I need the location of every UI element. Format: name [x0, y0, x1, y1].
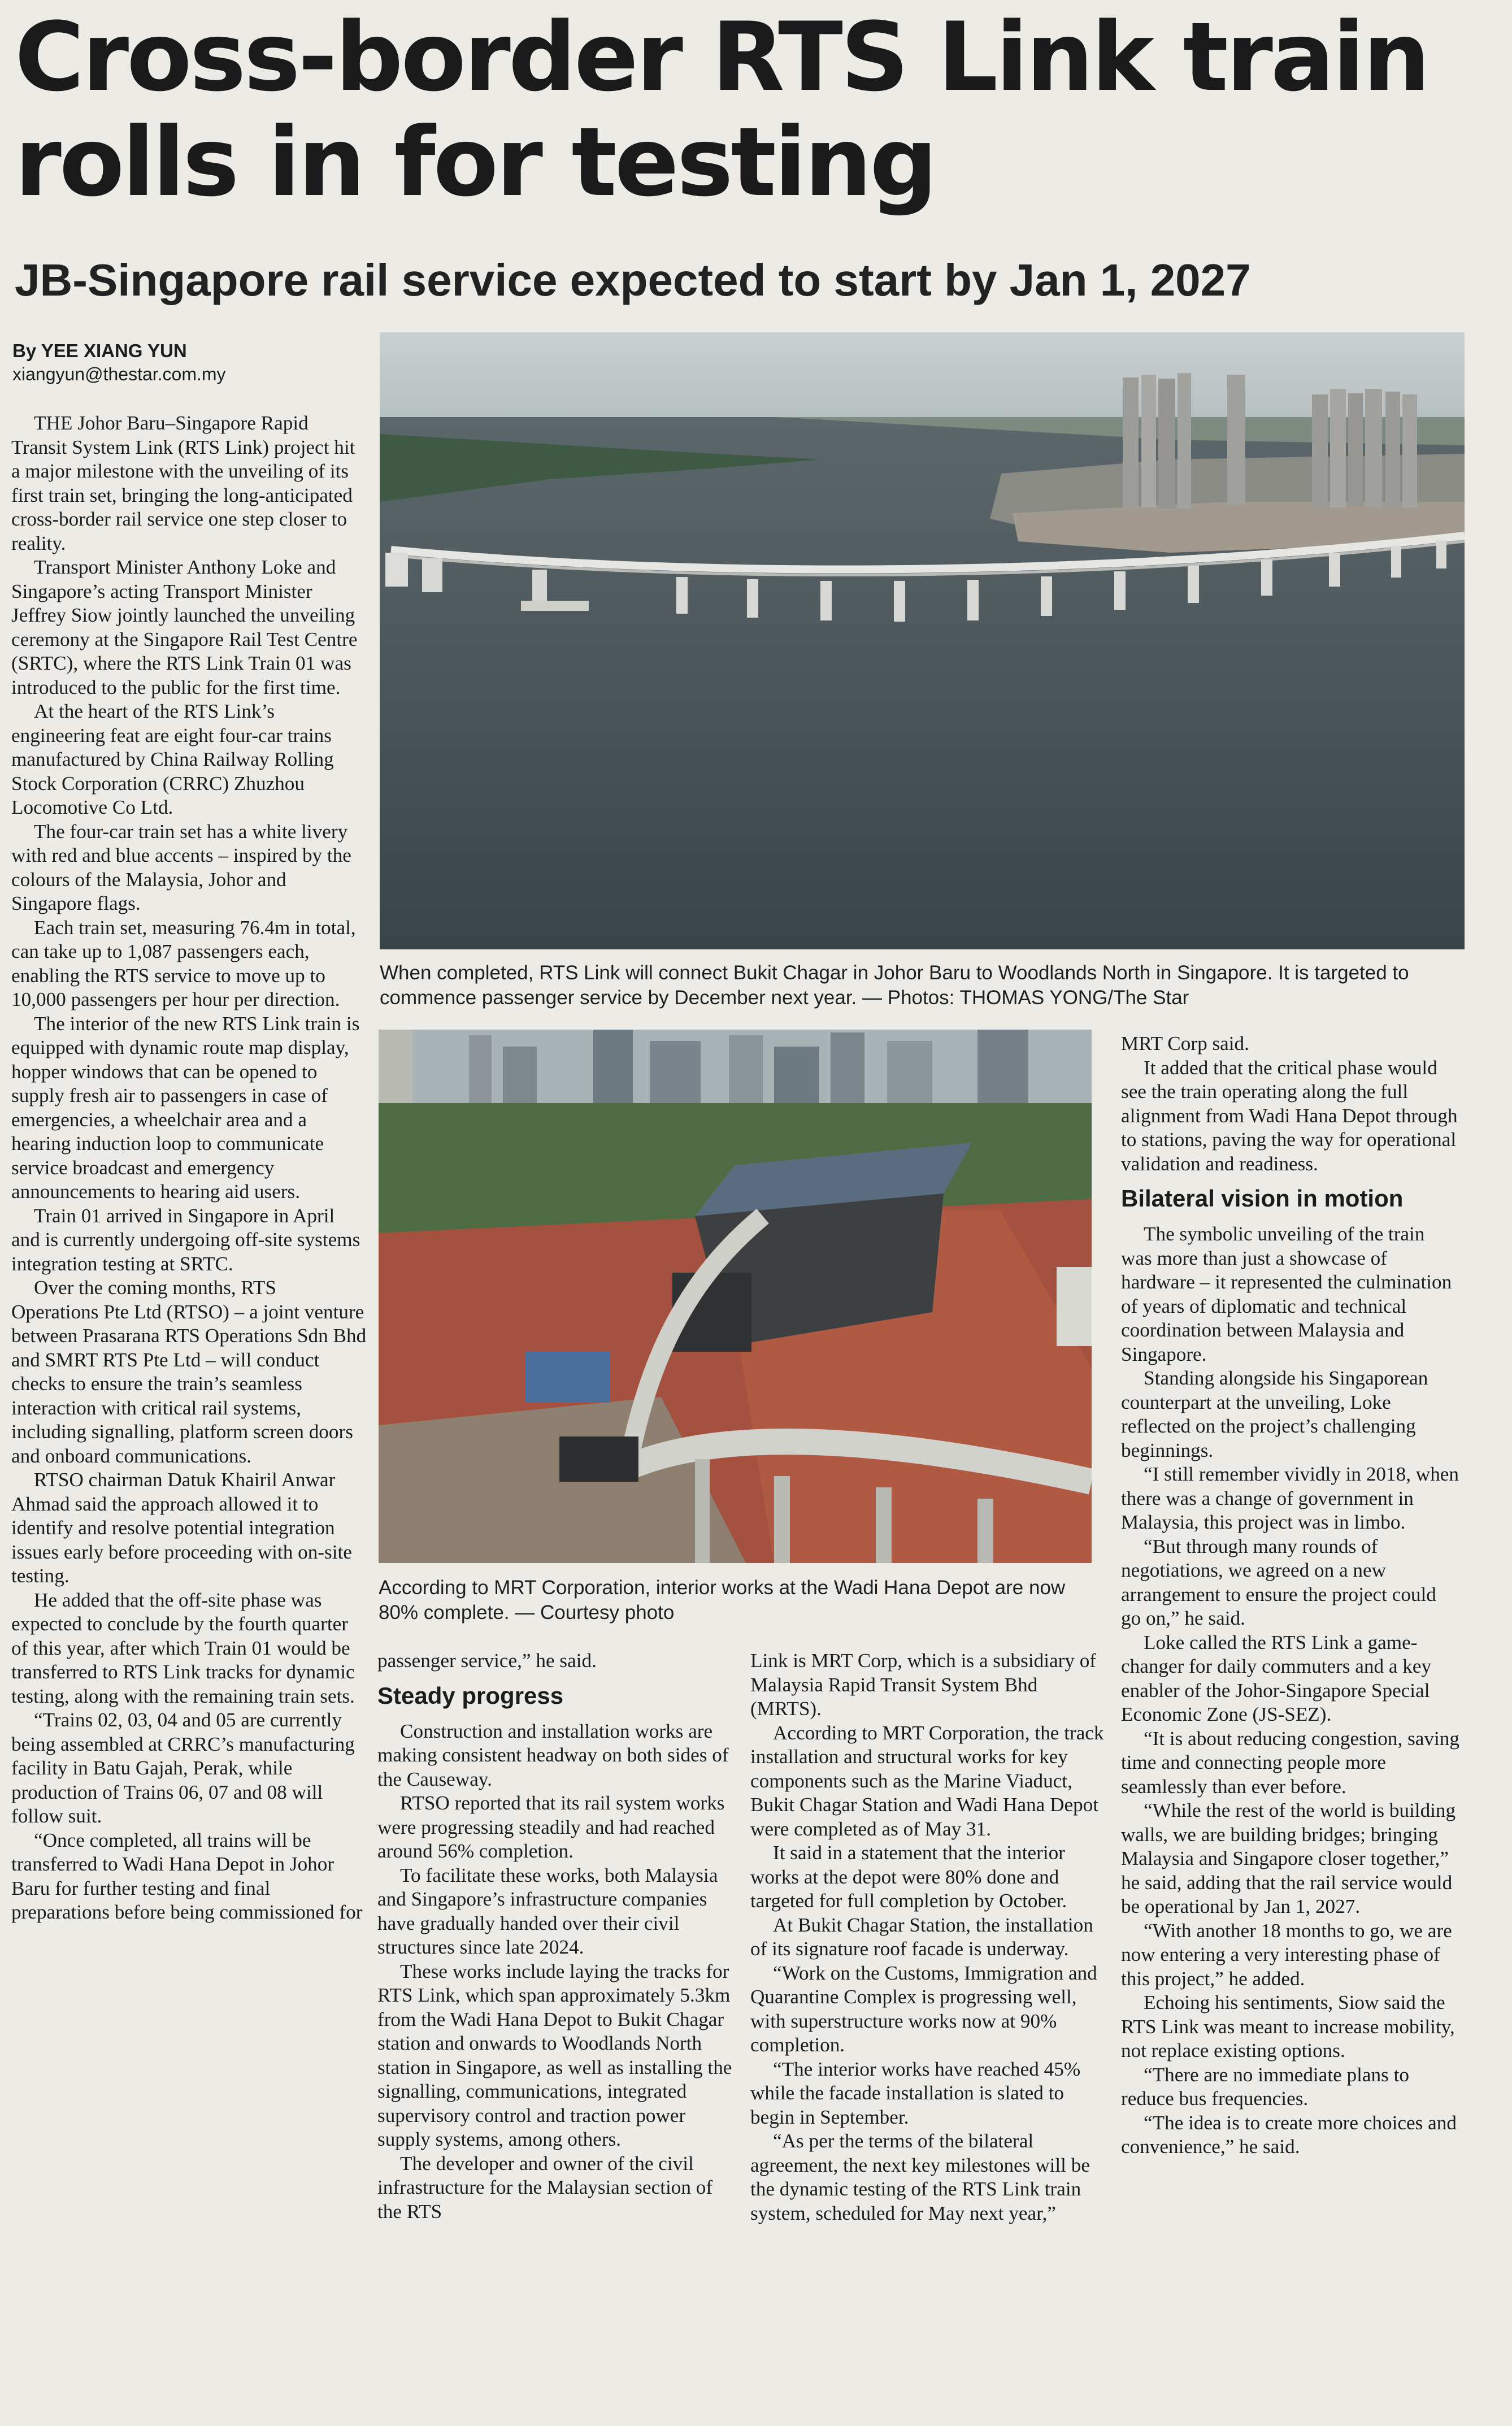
- section-heading-steady-progress: Steady progress: [377, 1682, 564, 1709]
- paragraph: “Once completed, all trains will be transferred to Wadi Hana Depot in Johor Baru for further testing and final preparations before being commissioned for: [11, 1829, 363, 1923]
- paragraph: “Work on the Customs, Immigration and Quarantine Complex is progressing well, with superstructure works now at 90% completion.: [750, 1961, 1097, 2056]
- paragraph: The developer and owner of the civil infrastructure for the Malaysian section of the RTS: [377, 2152, 713, 2223]
- paragraph: It added that the critical phase would see the train operating along the full alignment from Wadi Hana Depot through to stations, paving the way for operational validation and readiness.: [1121, 1056, 1458, 1175]
- paragraph: At Bukit Chagar Station, the installation of its signature roof facade is underway.: [750, 1913, 1093, 1960]
- paragraph: Over the coming months, RTS Operations Pte Ltd (RTSO) – a joint venture between Prasarana RTS Operations Sdn Bhd and SMRT RTS Pte Ltd – will conduct checks to ensure the train’s seamless interaction with critical rail systems, including signalling, platform screen doors and onboard communications.: [11, 1277, 367, 1467]
- paragraph: To facilitate these works, both Malaysia and Singapore’s infrastructure companies have gradually handed over their civil structures since late 2024.: [377, 1864, 718, 1958]
- paragraph: “The interior works have reached 45% while the facade installation is slated to begin in September.: [750, 2058, 1081, 2128]
- article-column-4: [1121, 1032, 1460, 2159]
- paragraph: passenger service,” he said.: [377, 1650, 597, 1672]
- paragraph: “There are no immediate plans to reduce bus frequencies.: [1121, 2063, 1409, 2110]
- paragraph: Echoing his sentiments, Siow said the RTS Link was meant to increase mobility, not replace existing options.: [1121, 1991, 1455, 2062]
- paragraph: At the heart of the RTS Link’s engineering feat are eight four-car trains manufactured by China Railway Rolling Stock Corporation (CRRC) Zhuzhou Locomotive Co Ltd.: [11, 700, 334, 818]
- depot-construction-photo: [379, 1030, 1092, 1563]
- paragraph: “I still remember vividly in 2018, when there was a change of government in Malaysia, this project was in limbo.: [1121, 1463, 1459, 1533]
- paragraph: “The idea is to create more choices and convenience,” he said.: [1121, 2111, 1457, 2158]
- paragraph: “Trains 02, 03, 04 and 05 are currently being assembled at CRRC’s manufacturing facility in Batu Gajah, Perak, while production of Trains 06, 07 and 08 will follow suit.: [11, 1709, 355, 1827]
- paragraph: Transport Minister Anthony Loke and Singapore’s acting Transport Minister Jeffrey Siow jointly launched the unveiling ceremony at the Singapore Rail Test Centre (SRTC), where the RTS Link Train 01 was introduced to the public for the first time.: [11, 556, 358, 698]
- paragraph: “It is about reducing congestion, saving time and connecting people more seamlessly than ever before.: [1121, 1727, 1459, 1798]
- paragraph: “As per the terms of the bilateral agreement, the next key milestones will be the dynamic testing of the RTS Link train system, scheduled for May next year,”: [750, 2130, 1090, 2224]
- paragraph: “But through many rounds of negotiations, we agreed on a new arrangement to ensure the project could go on,” he said.: [1121, 1535, 1436, 1629]
- viaduct-aerial-photo: [380, 332, 1465, 949]
- article-column-1: [11, 411, 367, 1925]
- paragraph: Loke called the RTS Link a game-changer for daily commuters and a key enabler of the Johor-Singapore Special Economic Zone (JS-SEZ).: [1121, 1631, 1432, 1725]
- paragraph: MRT Corp said.: [1121, 1032, 1249, 1054]
- subheadline: JB-Singapore rail service expected to start by Jan 1, 2027: [15, 255, 1251, 305]
- paragraph: Link is MRT Corp, which is a subsidiary of Malaysia Rapid Transit System Bhd (MRTS).: [750, 1650, 1097, 1720]
- paragraph: He added that the off-site phase was expected to conclude by the fourth quarter of this year, after which Train 01 would be transferred to RTS Link tracks for dynamic testing, along with the remaining train sets.: [11, 1589, 355, 1707]
- paragraph: According to MRT Corporation, the track installation and structural works for key components such as the Marine Viaduct, Bukit Chagar Station and Wadi Hana Depot were completed as of May 31.: [750, 1721, 1104, 1840]
- paragraph: The four-car train set has a white livery with red and blue accents – inspired by the colours of the Malaysia, Johor and Singapore flags.: [11, 820, 351, 914]
- top-photo-caption: When completed, RTS Link will connect Bukit Chagar in Johor Baru to Woodlands North in Singapore. It is targeted to commence passenger service by December next year. — Photos: THOMAS YONG/The Star: [380, 962, 1409, 1009]
- paragraph: Standing alongside his Singaporean counterpart at the unveiling, Loke reflected on the project’s challenging beginnings.: [1121, 1367, 1428, 1461]
- paragraph: Train 01 arrived in Singapore in April and is currently undergoing off-site systems integration testing at SRTC.: [11, 1204, 360, 1275]
- headline: Cross-border RTS Link train rolls in for testing: [15, 2, 1428, 218]
- article-column-3: [750, 1649, 1107, 2225]
- paragraph: The interior of the new RTS Link train is equipped with dynamic route map display, hopper windows that can be opened to supply fresh air to passengers in case of emergencies, a wheelchair area and a hearing induction loop to communicate service broadcast and emergency announcements to hearing aid users.: [11, 1012, 360, 1203]
- paragraph: “While the rest of the world is building walls, we are building bridges; bringing Malaysia and Singapore closer together,” he said, adding that the rail service would be operational by Jan 1, 2027.: [1121, 1799, 1456, 1917]
- paragraph: It said in a statement that the interior works at the depot were 80% done and targeted for full completion by October.: [750, 1842, 1067, 1912]
- paragraph: RTSO chairman Datuk Khairil Anwar Ahmad said the approach allowed it to identify and resolve potential integration issues early before proceeding with on-site testing.: [11, 1469, 352, 1587]
- paragraph: Each train set, measuring 76.4m in total, can take up to 1,087 passengers each, enabling the RTS service to move up to 10,000 passengers per hour per direction.: [11, 916, 356, 1010]
- paragraph: These works include laying the tracks for RTS Link, which span approximately 5.3km from the Wadi Hana Depot to Bukit Chagar station and onwards to Woodlands North station in Singapore, as well as installing the signalling, communications, integrated supervisory control and traction power supply systems, among others.: [377, 1960, 732, 2150]
- paragraph: Construction and installation works are making consistent headway on both sides of the Causeway.: [377, 1720, 729, 1790]
- paragraph: RTSO reported that its rail system works were progressing steadily and had reached around 56% completion.: [377, 1792, 725, 1862]
- paragraph: “With another 18 months to go, we are now entering a very interesting phase of this project,” he added.: [1121, 1919, 1452, 1990]
- byline-email: xiangyun@thestar.com.my: [12, 364, 226, 384]
- byline: [12, 339, 374, 385]
- paragraph: THE Johor Baru–Singapore Rapid Transit System Link (RTS Link) project hit a major milestone with the unveiling of its first train set, bringing the long-anticipated cross-border rail service one step closer to reality.: [11, 412, 355, 554]
- depot-photo-caption: According to MRT Corporation, interior works at the Wadi Hana Depot are now 80% complete. — Courtesy photo: [379, 1577, 1066, 1624]
- byline-author: By YEE XIANG YUN: [12, 340, 187, 361]
- section-heading-bilateral-vision: Bilateral vision in motion: [1121, 1185, 1404, 1212]
- article-column-2: [377, 1649, 736, 2224]
- paragraph: The symbolic unveiling of the train was more than just a showcase of hardware – it represented the culmination of years of diplomatic and technical coordination between Malaysia and Singapore.: [1121, 1223, 1452, 1365]
